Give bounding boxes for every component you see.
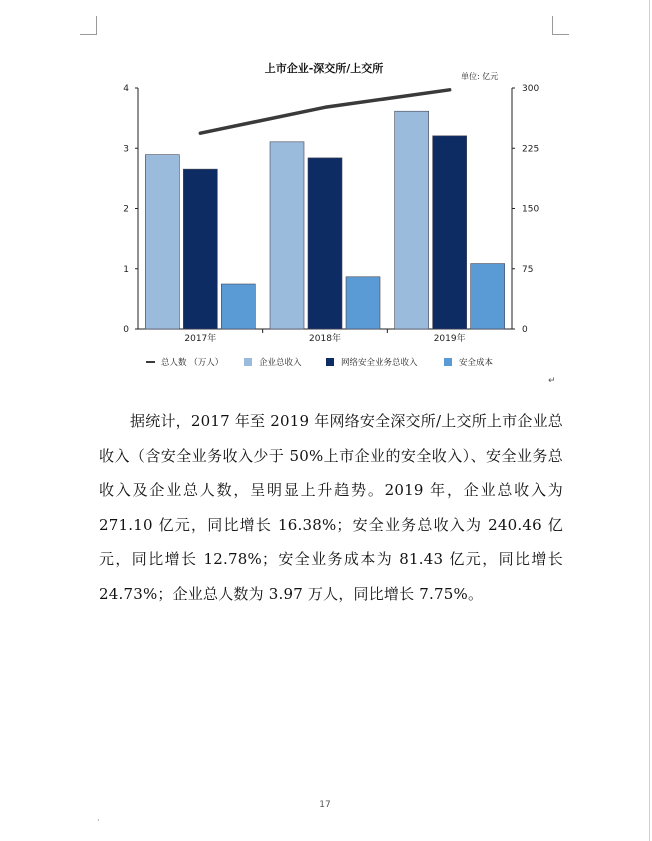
legend-label: 企业总收入 [259, 358, 302, 368]
chart-title: 上市企业-深交所/上交所 [264, 62, 384, 75]
x-tick-label: 2017年 [184, 334, 217, 344]
bar [221, 284, 255, 329]
corner-mark: · [97, 816, 100, 826]
left-tick-label: 3 [123, 144, 129, 155]
bar [433, 136, 467, 329]
right-tick-label: 0 [522, 325, 528, 335]
right-tick-label: 300 [522, 84, 540, 94]
unit-label: 单位: 亿元 [461, 72, 499, 81]
bars-layer [145, 111, 504, 329]
bar [471, 264, 505, 329]
left-tick-label: 2 [123, 204, 129, 215]
bar [308, 158, 342, 329]
legend-swatch [444, 358, 452, 366]
crop-mark-top-left [80, 16, 97, 35]
paragraph-mark: ↵ [548, 376, 556, 386]
bar [395, 111, 429, 329]
bar [270, 142, 304, 329]
x-tick-label: 2018年 [309, 334, 341, 344]
left-tick-label: 4 [123, 84, 129, 94]
legend-label: 总人数 （万人） [161, 358, 224, 368]
right-tick-label: 225 [522, 144, 540, 155]
bar [346, 277, 380, 329]
legend-swatch [326, 358, 334, 366]
page-number: 17 [319, 800, 331, 810]
bar [145, 155, 179, 329]
x-tick-label: 2019年 [433, 334, 466, 344]
page-edge [649, 0, 650, 841]
crop-mark-top-right [552, 16, 569, 35]
legend-label: 网络安全业务总收入 [341, 358, 418, 368]
legend-swatch [244, 358, 252, 366]
legend [146, 357, 494, 368]
right-tick-label: 75 [522, 264, 534, 275]
revenue-chart [110, 55, 550, 380]
left-tick-label: 0 [123, 325, 129, 335]
bar [183, 169, 217, 329]
body-paragraph: 据统计，2017 年至 2019 年网络安全深交所/上交所上市企业总收入（含安全业务收入少于 50%上市企业的安全收入）、安全业务总收入及企业总人数，呈明显上升趋势。2019 年，企业总收入为 271.10 亿元，同比增长 16.38%；安全业务总收入为 240.46 亿元，同比增长 12.78%；安全业务成本为 81.43 亿元，同比增长 24.73%；企业总人数为 3.97 万人，同比增长 7.75%。 [99, 412, 563, 603]
right-tick-label: 150 [522, 204, 540, 215]
legend-label: 安全成本 [459, 358, 494, 368]
left-tick-label: 1 [123, 264, 129, 275]
